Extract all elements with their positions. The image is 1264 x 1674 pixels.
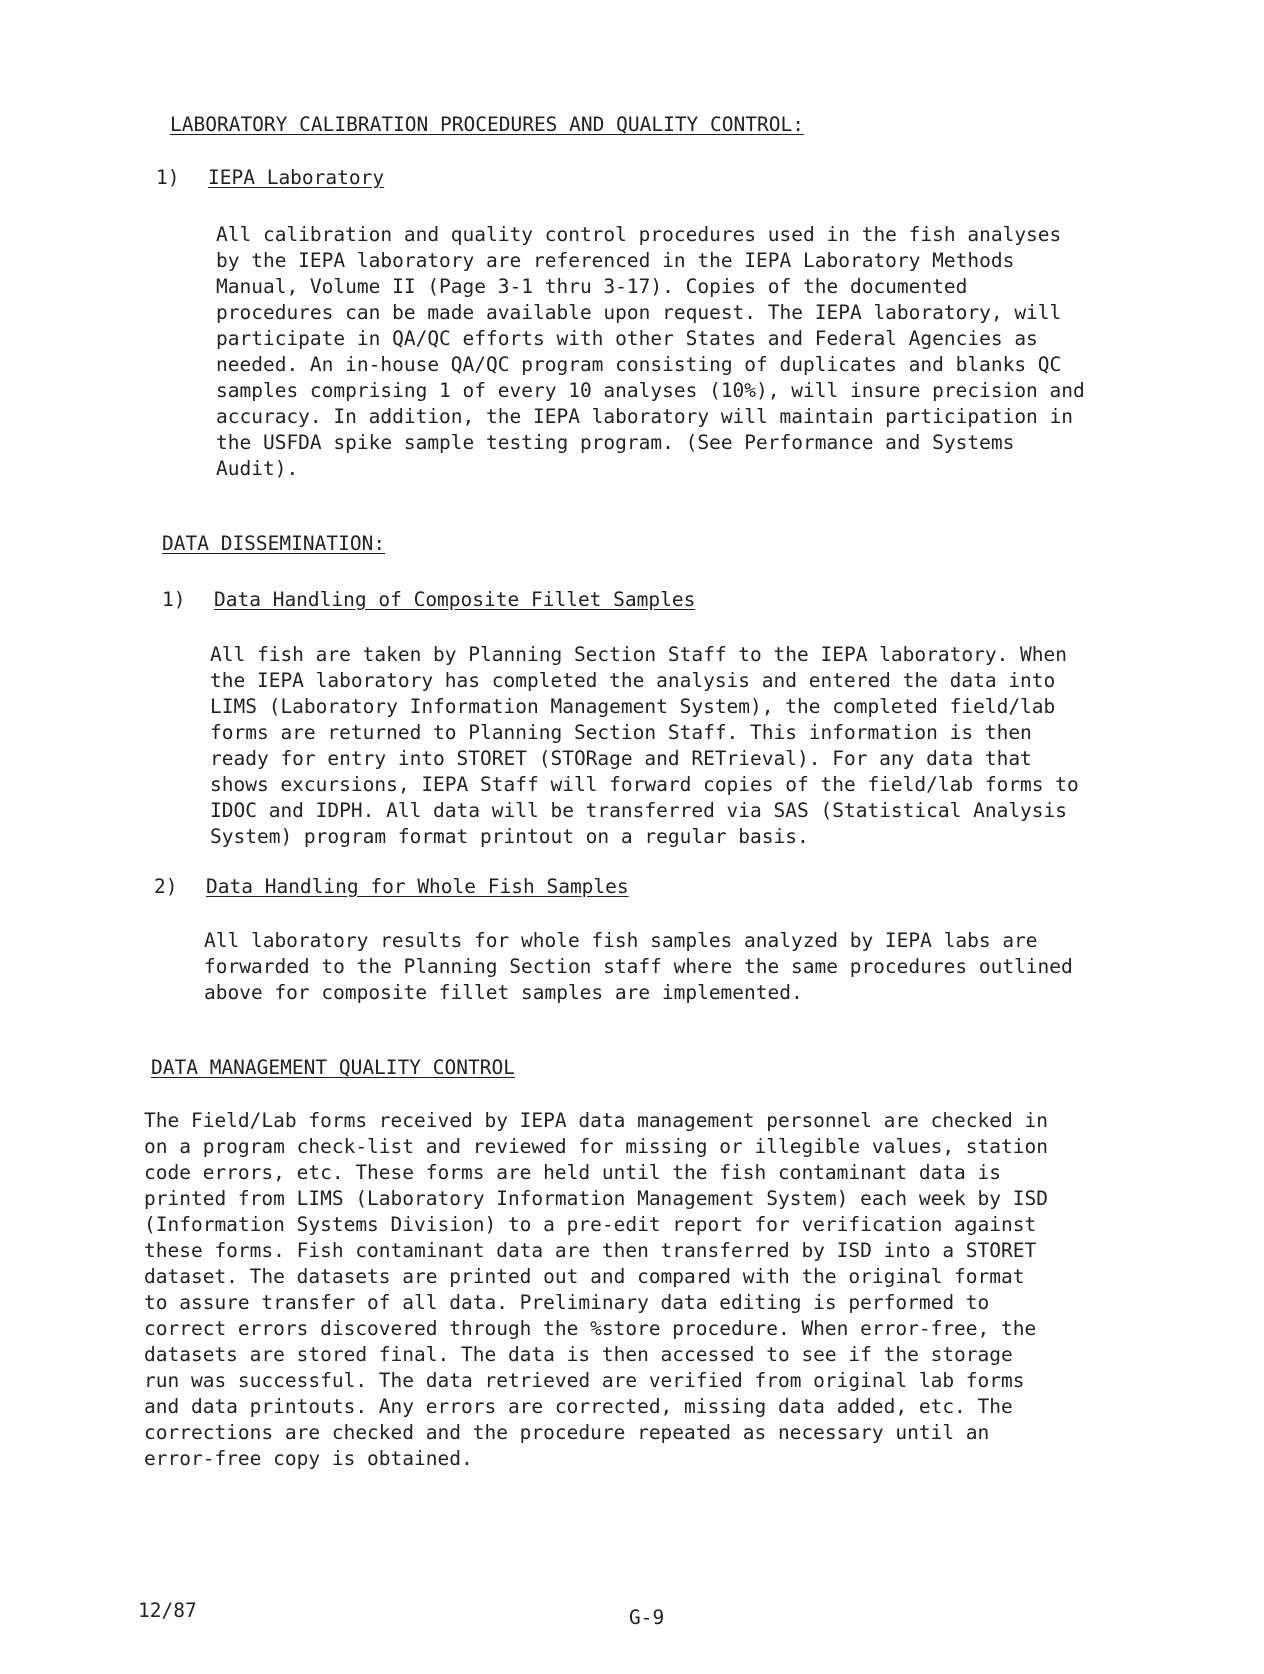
text-line: forms are returned to Planning Section Staff. This information is then bbox=[210, 721, 1032, 744]
text-line: participate in QA/QC efforts with other States and Federal Agencies as bbox=[216, 327, 1038, 350]
text-line: correct errors discovered through the %store procedure. When error-free, the bbox=[144, 1317, 1037, 1340]
text-line: needed. An in-house QA/QC program consisting of duplicates and blanks QC bbox=[216, 353, 1062, 376]
text-line: ready for entry into STORET (STORage and RETrieval). For any data that bbox=[210, 747, 1032, 770]
text-line: and data printouts. Any errors are corrected, missing data added, etc. The bbox=[144, 1395, 1013, 1418]
text-line: above for composite fillet samples are implemented. bbox=[204, 981, 803, 1004]
subsection-number: 1) bbox=[156, 166, 180, 189]
text-line: LIMS (Laboratory Information Management System), the completed field/lab bbox=[210, 695, 1056, 718]
text-line: to assure transfer of all data. Preliminary data editing is performed to bbox=[144, 1291, 990, 1314]
paragraph-iepa-laboratory bbox=[216, 222, 1085, 482]
text-line: error-free copy is obtained. bbox=[144, 1447, 473, 1470]
text-line: run was successful. The data retrieved are verified from original lab forms bbox=[144, 1369, 1025, 1392]
subsection-composite-fillet bbox=[162, 587, 695, 613]
text-line: by the IEPA laboratory are referenced in the IEPA Laboratory Methods bbox=[216, 249, 1015, 272]
text-line: accuracy. In addition, the IEPA laboratory will maintain participation in bbox=[216, 405, 1074, 428]
text-line: corrections are checked and the procedure repeated as necessary until an bbox=[144, 1421, 990, 1444]
text-line: these forms. Fish contaminant data are then transferred by ISD into a STORET bbox=[144, 1239, 1037, 1262]
paragraph-data-management-qc bbox=[144, 1108, 1048, 1472]
text-line: forwarded to the Planning Section staff where the same procedures outlined bbox=[204, 955, 1073, 978]
subsection-iepa-laboratory bbox=[156, 165, 384, 191]
paragraph-whole-fish bbox=[204, 928, 1073, 1006]
paragraph-composite-fillet bbox=[210, 642, 1079, 850]
subsection-number: 1) bbox=[162, 588, 186, 611]
subsection-title: Data Handling of Composite Fillet Samples bbox=[214, 588, 696, 611]
section-heading-lab-calibration: LABORATORY CALIBRATION PROCEDURES AND QUALITY CONTROL: bbox=[170, 113, 804, 136]
section-heading-data-dissemination: DATA DISSEMINATION: bbox=[162, 532, 386, 555]
text-line: dataset. The datasets are printed out and compared with the original format bbox=[144, 1265, 1025, 1288]
text-line: All fish are taken by Planning Section Staff to the IEPA laboratory. When bbox=[210, 643, 1068, 666]
text-line: All calibration and quality control procedures used in the fish analyses bbox=[216, 223, 1062, 246]
text-line: the USFDA spike sample testing program. (See Performance and Systems bbox=[216, 431, 1015, 454]
subsection-title: Data Handling for Whole Fish Samples bbox=[206, 875, 629, 898]
text-line: code errors, etc. These forms are held until the fish contaminant data is bbox=[144, 1161, 1002, 1184]
text-line: The Field/Lab forms received by IEPA data management personnel are checked in bbox=[144, 1109, 1048, 1132]
text-line: Manual, Volume II (Page 3-1 thru 3-17). Copies of the documented bbox=[216, 275, 968, 298]
text-line: procedures can be made available upon request. The IEPA laboratory, will bbox=[216, 301, 1062, 324]
text-line: on a program check-list and reviewed for missing or illegible values, station bbox=[144, 1135, 1048, 1158]
text-line: samples comprising 1 of every 10 analyses (10%), will insure precision and bbox=[216, 379, 1085, 402]
text-line: (Information Systems Division) to a pre-edit report for verification against bbox=[144, 1213, 1037, 1236]
subsection-title: IEPA Laboratory bbox=[208, 166, 385, 189]
text-line: datasets are stored final. The data is then accessed to see if the storage bbox=[144, 1343, 1013, 1366]
footer-date: 12/87 bbox=[138, 1599, 197, 1622]
text-line: shows excursions, IEPA Staff will forward copies of the field/lab forms to bbox=[210, 773, 1079, 796]
text-line: System) program format printout on a regular basis. bbox=[210, 825, 809, 848]
text-line: the IEPA laboratory has completed the analysis and entered the data into bbox=[210, 669, 1056, 692]
subsection-number: 2) bbox=[154, 875, 178, 898]
subsection-whole-fish bbox=[154, 874, 629, 900]
footer-page-number: G-9 bbox=[629, 1606, 665, 1629]
text-line: All laboratory results for whole fish samples analyzed by IEPA labs are bbox=[204, 929, 1038, 952]
text-line: printed from LIMS (Laboratory Information Management System) each week by ISD bbox=[144, 1187, 1048, 1210]
section-heading-data-management-qc: DATA MANAGEMENT QUALITY CONTROL bbox=[151, 1056, 515, 1079]
text-line: IDOC and IDPH. All data will be transferred via SAS (Statistical Analysis bbox=[210, 799, 1068, 822]
text-line: Audit). bbox=[216, 457, 299, 480]
